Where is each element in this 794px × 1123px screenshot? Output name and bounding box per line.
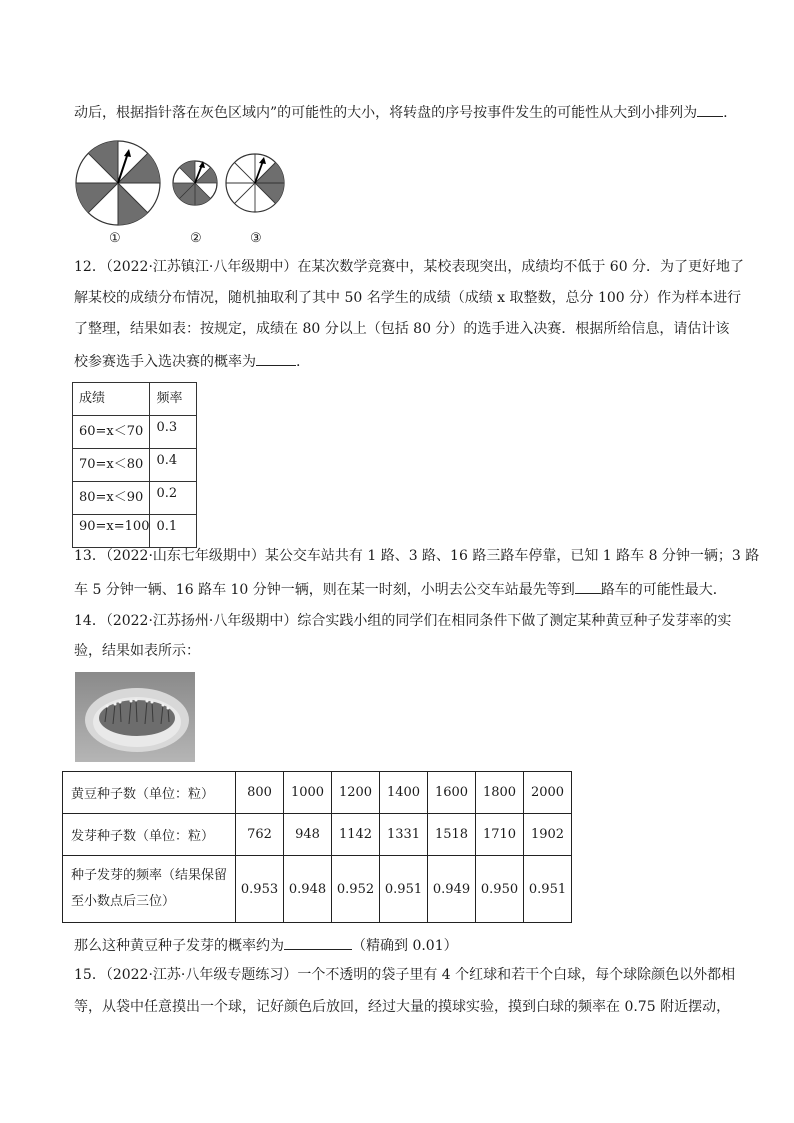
table-cell: 1400	[380, 772, 428, 814]
table-cell: 0.948	[284, 856, 332, 923]
table-cell: 1200	[332, 772, 380, 814]
table-row	[73, 416, 197, 449]
frequency-value: 0.3	[150, 416, 197, 449]
sprout-photo-svg	[75, 672, 195, 762]
table-row	[73, 482, 197, 515]
table-cell: 0.949	[428, 856, 476, 923]
q11-line: 动后，根据指针落在灰色区域内”的可能性的大小，将转盘的序号按事件发生的可能性从大到小排列为	[74, 105, 698, 121]
q14-line-1: 14．（2022·江苏扬州·八年级期中）综合实践小组的同学们在相同条件下做了测定某种黄豆种子发芽率的实	[74, 613, 732, 629]
table-cell: 1800	[476, 772, 524, 814]
q12-line-3: 了整理，结果如表：按规定，成绩在 80 分以上（包括 80 分）的选手进入决赛．根据所给信息，请估计该	[74, 321, 730, 337]
row-label: 黄豆种子数（单位：粒）	[63, 772, 236, 814]
table-cell: 1331	[380, 814, 428, 856]
q14-answer-line	[74, 934, 458, 956]
q11-end: .	[723, 105, 728, 121]
score-range: 60=x＜70	[73, 416, 150, 449]
q12-line-1: 12．（2022·江苏镇江·八年级期中）在某次数学竞赛中，某校表现突出，成绩均不低于 60 分．为了更好地了	[74, 259, 745, 275]
table-row	[73, 515, 197, 548]
q11-text	[74, 101, 728, 123]
table-cell: 1600	[428, 772, 476, 814]
table-header-row	[73, 383, 197, 416]
q15-line-1: 15．（2022·江苏·八年级专题练习）一个不透明的袋子里有 4 个红球和若干个白球，每个球除颜色以外都相	[74, 967, 736, 983]
table-cell: 0.951	[524, 856, 572, 923]
q12-last-text: 校参赛选手入选决赛的概率为	[74, 354, 256, 370]
spinner-2-label: ②	[190, 231, 202, 246]
spinners-svg	[72, 135, 302, 250]
q14-line-2: 验，结果如表所示：	[74, 643, 200, 659]
table-cell: 0.951	[380, 856, 428, 923]
q14-answer-blank	[284, 934, 352, 950]
score-range: 90=x=100	[73, 515, 150, 548]
spinner-1-label: ①	[109, 231, 121, 246]
q13-line-2	[74, 578, 727, 600]
row-label: 种子发芽的频率（结果保留至小数点后三位）	[63, 856, 236, 923]
score-range: 70=x＜80	[73, 449, 150, 482]
table-cell: 1000	[284, 772, 332, 814]
table-cell: 0.950	[476, 856, 524, 923]
q12-end: .	[296, 354, 301, 370]
table-cell: 1902	[524, 814, 572, 856]
score-range: 80=x＜90	[73, 482, 150, 515]
table-cell: 1142	[332, 814, 380, 856]
q14-answer-text: 那么这种黄豆种子发芽的概率约为	[74, 938, 284, 954]
q13-text-a: 车 5 分钟一辆、16 路车 10 分钟一辆，则在某一时刻，小明去公交车站最先等到	[74, 582, 575, 598]
frequency-value: 0.1	[150, 515, 197, 548]
table-row-germination-frequency	[63, 856, 572, 923]
table-row	[73, 449, 197, 482]
table-cell: 800	[236, 772, 284, 814]
table-cell: 0.952	[332, 856, 380, 923]
header-frequency: 频率	[150, 383, 197, 416]
header-score: 成绩	[73, 383, 150, 416]
q13-answer-blank	[575, 578, 601, 594]
table-cell: 0.953	[236, 856, 284, 923]
table-cell: 1518	[428, 814, 476, 856]
table-row-seed-count	[63, 772, 572, 814]
spinner-3-label: ③	[250, 231, 262, 246]
spinner-3	[226, 154, 284, 212]
q12-line-4	[74, 350, 300, 372]
spinner-1	[76, 141, 160, 225]
frequency-value: 0.2	[150, 482, 197, 515]
table-cell: 948	[284, 814, 332, 856]
q13-line-1: 13．（2022·山东七年级期中）某公交车站共有 1 路、3 路、16 路三路车停靠，已知 1 路车 8 分钟一辆；3 路	[74, 548, 760, 564]
q12-answer-blank	[256, 350, 296, 366]
table-row-germinated-count	[63, 814, 572, 856]
q11-answer-blank	[697, 101, 723, 117]
row-label: 发芽种子数（单位：粒）	[63, 814, 236, 856]
spinner-figures	[72, 135, 302, 250]
q13-text-b: 路车的可能性最大．	[600, 582, 727, 598]
q12-line-2: 解某校的成绩分布情况，随机抽取利了其中 50 名学生的成绩（成绩 x 取整数，总分 100 分）作为样本进行	[74, 290, 742, 306]
q15-line-2: 等，从袋中任意摸出一个球，记好颜色后放回，经过大量的摸球实验，摸到白球的频率在 0.75 附近摆动，	[74, 999, 731, 1015]
table-cell: 2000	[524, 772, 572, 814]
seed-germination-table	[62, 771, 572, 923]
table-cell: 762	[236, 814, 284, 856]
score-frequency-table	[72, 382, 197, 548]
q14-answer-note: （精确到 0.01）	[352, 938, 458, 954]
spinner-2	[173, 161, 217, 205]
frequency-value: 0.4	[150, 449, 197, 482]
table-cell: 1710	[476, 814, 524, 856]
sprout-photo	[75, 672, 195, 762]
